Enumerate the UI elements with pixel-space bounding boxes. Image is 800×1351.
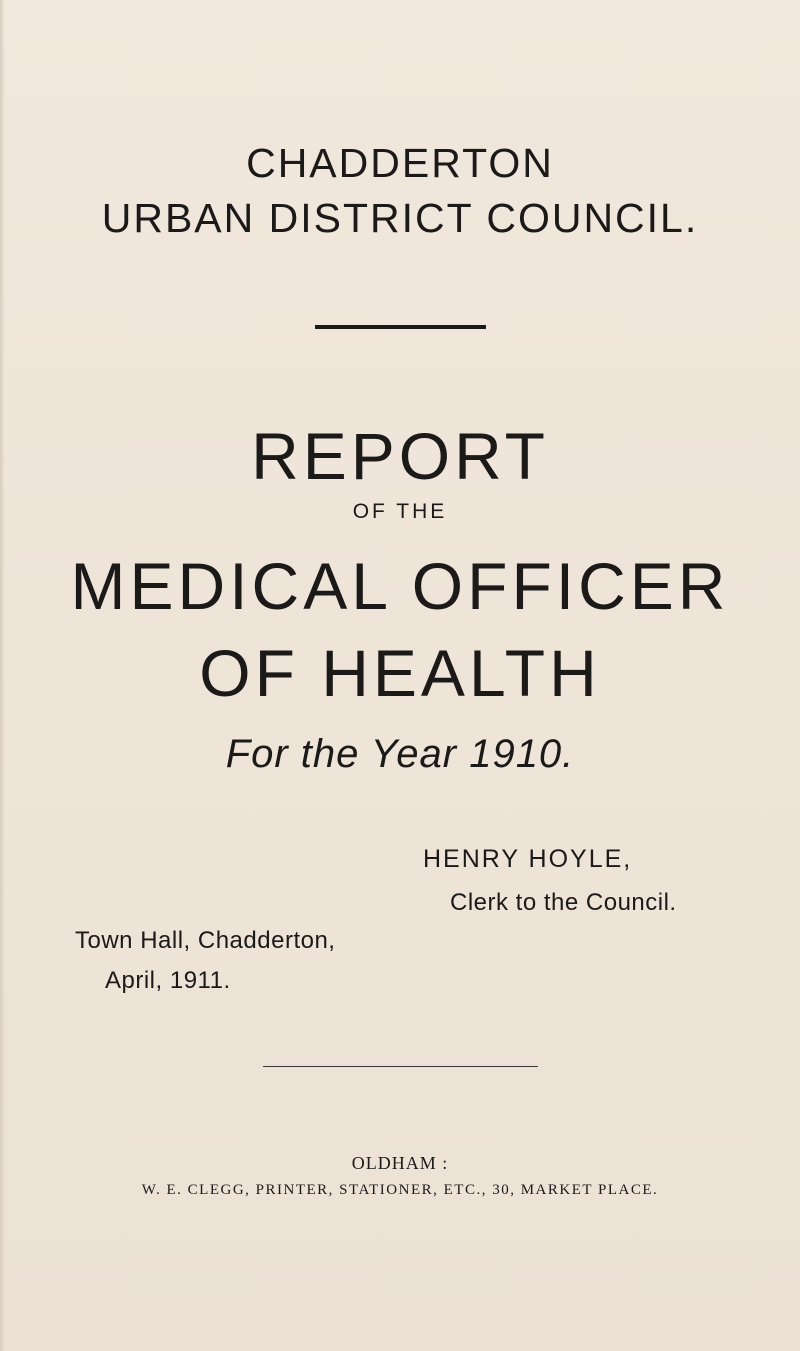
address-date: April, 1911. (105, 967, 231, 994)
council-name-line-2: URBAN DISTRICT COUNCIL. (101, 195, 699, 241)
report-title: REPORT (251, 419, 549, 493)
medical-officer-heading: MEDICAL OFFICER (70, 549, 730, 623)
title-divider (315, 325, 486, 329)
address-location: Town Hall, Chadderton, (75, 927, 336, 954)
council-name-line-1: CHADDERTON (246, 140, 554, 186)
clerk-name: HENRY HOYLE, (423, 845, 633, 873)
clerk-title: Clerk to the Council. (450, 889, 677, 916)
printer-city: OLDHAM : (351, 1153, 449, 1173)
printer-details: W. E. CLEGG, PRINTER, STATIONER, ETC., 30, MARKET PLACE. (141, 1182, 659, 1198)
report-year: For the Year 1910. (225, 732, 575, 776)
footer-divider (263, 1066, 538, 1067)
of-the-subtitle: OF THE (352, 500, 448, 523)
of-health-heading: OF HEALTH (199, 636, 601, 710)
